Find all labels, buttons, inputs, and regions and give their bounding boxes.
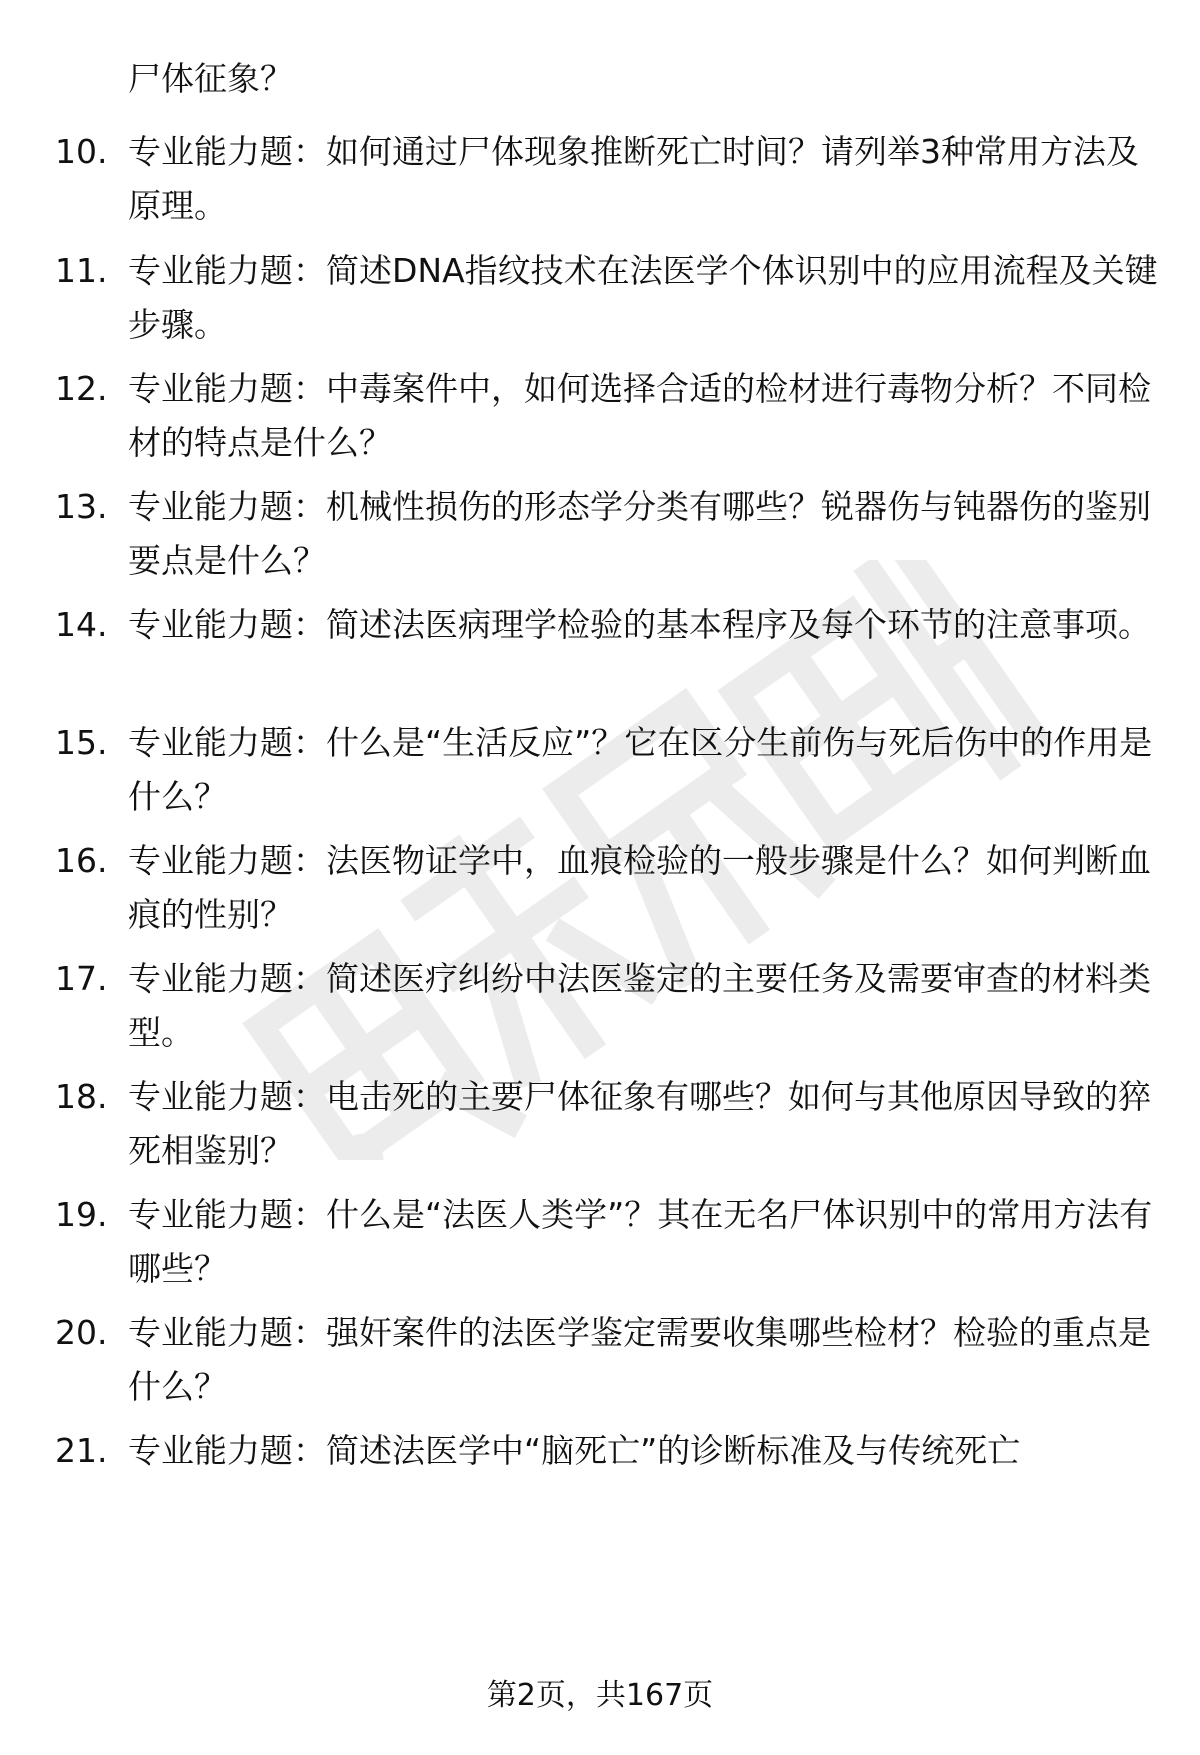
question-text: 专业能力题：机械性损伤的形态学分类有哪些？锐器伤与钝器伤的鉴别要点是什么？: [128, 487, 1151, 580]
question-text: 专业能力题：电击死的主要尸体征象有哪些？如何与其他原因导致的猝死相鉴别？: [128, 1077, 1151, 1170]
question-number: 18.: [55, 1077, 108, 1116]
question-text: 尸体征象？: [128, 59, 293, 98]
question-text: 专业能力题：简述DNA指纹技术在法医学个体识别中的应用流程及关键步骤。: [128, 251, 1158, 344]
question-text: 专业能力题：简述医疗纠纷中法医鉴定的主要任务及需要审查的材料类型。: [128, 959, 1151, 1052]
question-number: 17.: [55, 959, 108, 998]
question-number: 21.: [55, 1431, 108, 1470]
question-text: 专业能力题：什么是“生活反应”？它在区分生前伤与死后伤中的作用是什么？: [128, 723, 1153, 816]
question-text: 专业能力题：强奸案件的法医学鉴定需要收集哪些检材？检验的重点是什么？: [128, 1313, 1151, 1406]
page-footer: 第2页，共167页: [486, 1678, 714, 1713]
question-number: 10.: [55, 132, 108, 171]
question-text: 专业能力题：简述法医学中“脑死亡”的诊断标准及与传统死亡: [128, 1431, 1021, 1470]
question-number: 11.: [55, 251, 108, 290]
question-text: 专业能力题：中毒案件中，如何选择合适的检材进行毒物分析？不同检材的特点是什么？: [128, 369, 1151, 462]
question-number: 14.: [55, 605, 108, 644]
question-number: 15.: [55, 723, 108, 762]
question-number: 16.: [55, 841, 108, 880]
question-number: 20.: [55, 1313, 108, 1352]
question-text: 专业能力题：简述法医病理学检验的基本程序及每个环节的注意事项。: [128, 605, 1151, 644]
question-text: 专业能力题：什么是“法医人类学”？其在无名尸体识别中的常用方法有哪些？: [128, 1195, 1153, 1288]
question-number: 19.: [55, 1195, 108, 1234]
question-text: 专业能力题：法医物证学中，血痕检验的一般步骤是什么？如何判断血痕的性别？: [128, 841, 1151, 934]
question-text: 专业能力题：如何通过尸体现象推断死亡时间？请列举3种常用方法及原理。: [128, 132, 1139, 225]
question-number: 12.: [55, 369, 108, 408]
question-number: 13.: [55, 487, 108, 526]
